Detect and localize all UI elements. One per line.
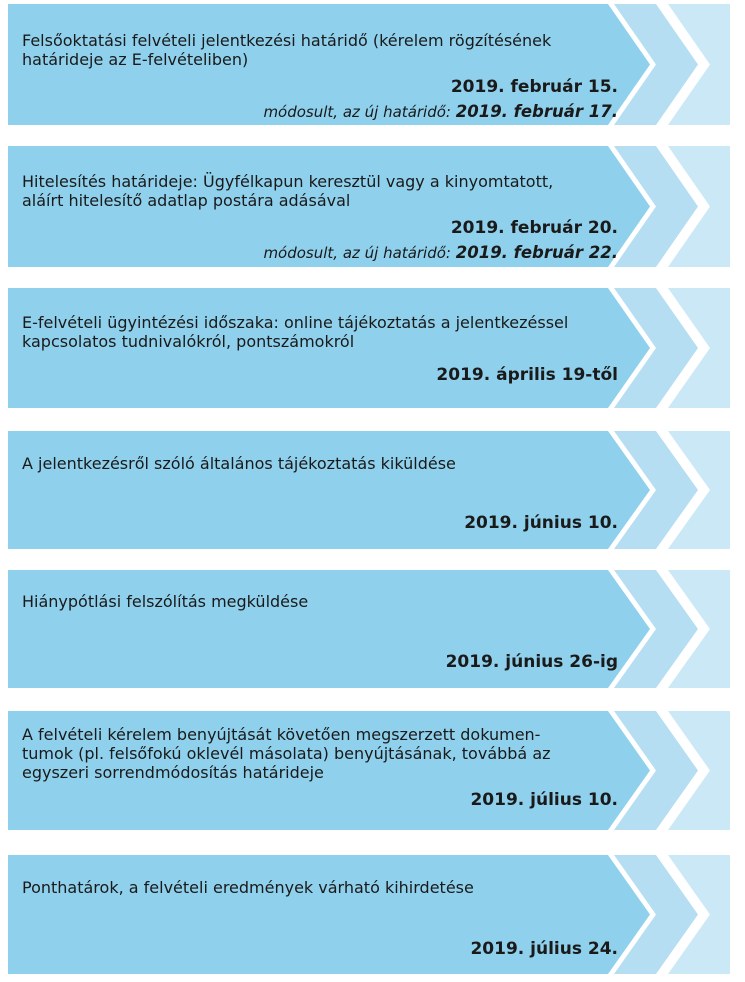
item-description: Felsőoktatási felvételi jelentkezési határidő (kérelem rögzítésének határideje az E-felvételiben) — [22, 31, 552, 69]
timeline-item-administration-period — [8, 288, 738, 408]
item-date: 2019. június 26-ig — [445, 652, 618, 672]
item-description: Ponthatárok, a felvételi eredmények várható kihirdetése — [22, 878, 474, 897]
item-description: A jelentkezésről szóló általános tájékoztatás kiküldése — [22, 454, 456, 473]
item-description: A felvételi kérelem benyújtását követően megszerzett dokumen- tumok (pl. felsőfokú oklevél másolata) benyújtásának, továbbá az egyszeri sorrendmódosítás határideje — [22, 725, 551, 782]
timeline-item-results-announcement — [8, 855, 738, 974]
timeline-item-deficiency-notice — [8, 570, 738, 688]
chevron-banner — [8, 570, 738, 688]
chevron-banner — [8, 431, 738, 549]
modified-date: 2019. február 22. — [455, 243, 618, 262]
timeline-item-document-submission — [8, 711, 738, 830]
item-description: Hiánypótlási felszólítás megküldése — [22, 592, 309, 611]
modified-date: 2019. február 17. — [455, 102, 618, 121]
timeline-item-authentication-deadline — [8, 146, 738, 267]
modified-prefix: módosult, az új határidő: — [263, 244, 451, 262]
item-modified — [263, 243, 618, 262]
timeline-item-application-deadline — [8, 4, 738, 125]
item-description: E-felvételi ügyintézési időszaka: online tájékoztatás a jelentkezéssel kapcsolatos tudnivalókról, pontszámokról — [22, 313, 569, 351]
item-date: 2019. július 24. — [470, 939, 618, 959]
item-description: Hitelesítés határideje: Ügyfélkapun keresztül vagy a kinyomtatott, aláírt hitelesítő adatlap postára adásával — [22, 172, 554, 210]
item-date: 2019. július 10. — [470, 790, 618, 810]
chevron-banner — [8, 855, 738, 974]
item-date: 2019. február 20. — [450, 218, 618, 238]
item-modified — [263, 102, 618, 121]
item-date: 2019. február 15. — [450, 77, 618, 97]
item-date: 2019. április 19-től — [436, 365, 618, 385]
modified-prefix: módosult, az új határidő: — [263, 103, 451, 121]
timeline-item-general-information — [8, 431, 738, 549]
item-date: 2019. június 10. — [464, 513, 618, 533]
